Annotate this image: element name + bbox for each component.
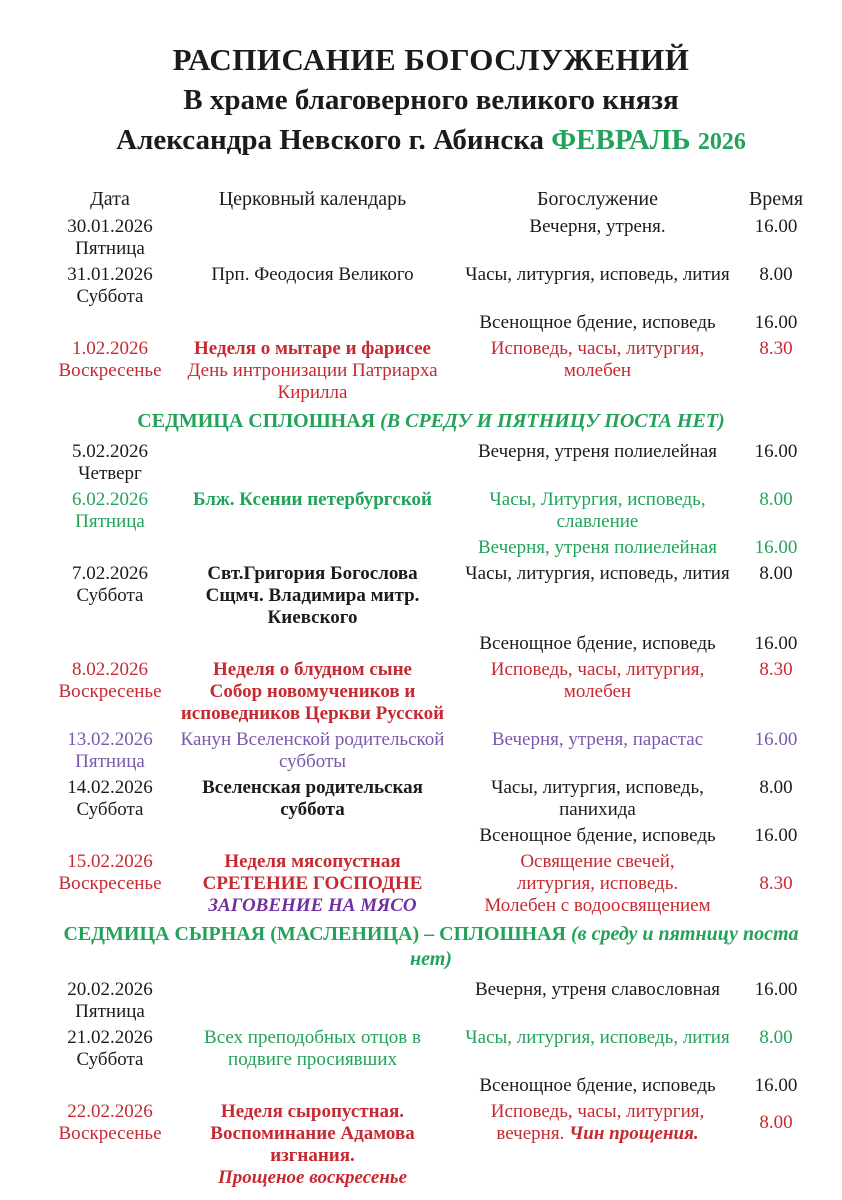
text-segment: Прощеное воскресенье [217,1167,408,1188]
time-cell [740,825,812,847]
text-segment: (В СРЕДУ И ПЯТНИЦУ ПОСТА НЕТ) [380,410,725,432]
calendar-cell [170,851,455,917]
calendar-cell [170,264,455,286]
time-value: 16.00 [754,537,798,558]
text-segment: Вечерня, утреня полиелейная [477,537,718,558]
text-segment: Всенощное бдение, исповедь [479,825,716,846]
column-header-service: Богослужение [537,188,658,210]
text-segment: Суббота [76,799,144,820]
text-line [455,1027,740,1049]
text-line [50,851,170,873]
text-line [170,382,455,404]
text-line [50,1001,170,1023]
title-line-3 [50,120,812,162]
text-line [50,463,170,485]
service-cell [455,563,740,585]
schedule-row [50,777,812,821]
text-line [50,409,812,434]
time-cell [740,563,812,585]
text-line [50,799,170,821]
text-segment: 30.01.2026 [67,216,153,237]
text-line [50,659,170,681]
schedule-row [50,338,812,404]
calendar-cell [170,729,455,773]
service-cell [455,851,740,917]
service-cell [455,1027,740,1049]
schedule-row [50,825,812,847]
service-cell [455,777,740,821]
text-segment: 20.02.2026 [67,979,153,1000]
date-cell [50,441,170,485]
date-cell [50,1027,170,1071]
text-line [455,537,740,559]
text-segment: Вечерня, утреня славословная [474,979,721,1000]
text-line [170,1145,455,1167]
text-segment: (в среду и пятницу поста [571,923,799,945]
text-segment: молебен [563,681,632,702]
schedule-row [50,563,812,629]
text-segment: Освящение свечей, [520,851,675,872]
text-line [455,729,740,751]
text-segment: 6.02.2026 [72,489,148,510]
text-line [50,922,812,947]
text-segment: СЕДМИЦА СЫРНАЯ (МАСЛЕНИЦА) – СПЛОШНАЯ [63,923,571,945]
time-value: 16.00 [754,979,798,1000]
text-line [50,1049,170,1071]
text-line [50,1027,170,1049]
text-segment: суббота [280,799,345,820]
text-segment: Молебен с водоосвящением [484,895,711,916]
service-cell [455,216,740,238]
text-line [50,979,170,1001]
text-line [455,659,740,681]
time-cell [740,633,812,655]
time-value: 8.00 [759,264,793,285]
text-line [170,489,455,511]
text-line [455,851,740,873]
text-line [455,338,740,360]
time-cell [740,312,812,334]
time-value: 8.00 [759,1112,793,1133]
schedule-row [50,312,812,334]
text-line [170,585,455,607]
title-month: ФЕВРАЛЬ [551,124,691,156]
text-segment: подвиге просиявших [228,1049,397,1070]
schedule-row [50,729,812,773]
date-cell [50,979,170,1023]
text-line [50,360,170,382]
date-cell [50,851,170,895]
text-line [50,729,170,751]
text-line [50,873,170,895]
text-segment: Пятница [75,238,145,259]
date-cell [50,659,170,703]
text-segment: Часы, литургия, исповедь, лития [465,264,730,285]
text-line [170,681,455,703]
calendar-cell [170,312,455,313]
text-line [170,1027,455,1049]
calendar-cell [170,825,455,826]
date-cell [50,633,170,634]
text-segment: Исповедь, часы, литургия, [490,338,705,359]
text-segment: Неделя о блудном сыне [213,659,412,680]
text-segment: Пятница [75,1001,145,1022]
text-line [50,238,170,260]
time-cell [740,777,812,799]
time-cell [740,338,812,360]
service-cell [455,979,740,1001]
text-segment: День интронизации Патриарха [187,360,438,381]
date-cell [50,729,170,773]
text-segment: 8.02.2026 [72,659,148,680]
text-segment: Неделя мясопустная [224,851,401,872]
text-segment: Воскресенье [58,1123,162,1144]
text-line [170,607,455,629]
text-segment: 22.02.2026 [67,1101,153,1122]
week-banner [50,409,812,434]
date-cell [50,825,170,826]
date-cell [50,537,170,538]
text-segment: Часы, литургия, исповедь, лития [465,563,730,584]
time-value: 16.00 [754,312,798,333]
text-segment: 7.02.2026 [72,563,148,584]
text-line [455,799,740,821]
text-segment: Пятница [75,751,145,772]
text-line [170,360,455,382]
date-cell [50,264,170,308]
text-line [170,563,455,585]
text-segment: Исповедь, часы, литургия, [490,1101,705,1122]
calendar-cell [170,1075,455,1076]
calendar-cell [170,979,455,980]
text-line [50,511,170,533]
text-line [455,825,740,847]
time-cell [740,441,812,463]
text-line [50,681,170,703]
time-cell [740,264,812,286]
calendar-cell [170,659,455,725]
schedule-row [50,537,812,559]
table-header-row [50,188,812,210]
service-cell [455,825,740,847]
text-segment: Исповедь, часы, литургия, [490,659,705,680]
time-value: 8.00 [759,489,793,510]
service-cell [455,537,740,559]
title-line-2: В храме благоверного великого князя [183,84,679,116]
text-segment: Четверг [78,463,142,484]
text-segment: ЗАГОВЕНИЕ НА МЯСО [208,895,417,916]
text-line [50,1101,170,1123]
text-segment: молебен [563,360,632,381]
schedule-row [50,1075,812,1097]
text-line [50,489,170,511]
text-line [170,799,455,821]
title-line-1: РАСПИСАНИЕ БОГОСЛУЖЕНИЙ [172,42,690,77]
text-line [455,1123,740,1145]
text-segment: 14.02.2026 [67,777,153,798]
text-line [50,563,170,585]
time-cell [740,729,812,751]
text-line [170,264,455,286]
text-segment: 15.02.2026 [67,851,153,872]
date-cell [50,338,170,382]
text-line [455,489,740,511]
date-cell [50,312,170,313]
text-line [50,1123,170,1145]
service-cell [455,489,740,533]
time-value: 16.00 [754,441,798,462]
text-segment: Всенощное бдение, исповедь [479,633,716,654]
service-cell [455,659,740,703]
text-segment: Всех преподобных отцов в [204,1027,421,1048]
text-segment: Воскресенье [58,681,162,702]
text-segment: вечерня. [496,1123,570,1144]
schedule-row [50,1027,812,1071]
text-segment: Часы, литургия, исповедь, [491,777,704,798]
text-segment: 1.02.2026 [72,338,148,359]
service-cell [455,312,740,334]
text-segment: Всенощное бдение, исповедь [479,312,716,333]
time-value: 16.00 [754,216,798,237]
text-line [50,585,170,607]
text-segment: Свт.Григория Богослова [207,563,418,584]
schedule-row [50,489,812,533]
calendar-cell [170,489,455,511]
text-line [170,851,455,873]
service-cell [455,264,740,286]
text-segment: Собор новомучеников и [209,681,416,702]
calendar-cell [170,1027,455,1071]
text-segment: изгнания. [270,1145,355,1166]
text-segment: славление [556,511,639,532]
text-segment: Суббота [76,286,144,307]
column-header-calendar: Церковный календарь [218,188,407,210]
text-segment: Пятница [75,511,145,532]
text-segment: Кирилла [277,382,348,403]
text-line [170,659,455,681]
time-value: 16.00 [754,633,798,654]
time-cell [740,1101,812,1145]
text-line [455,360,740,382]
text-line [170,703,455,725]
text-segment: Вечерня, утреня. [529,216,666,237]
text-line [170,777,455,799]
time-value: 8.00 [759,1027,793,1048]
date-cell [50,1101,170,1145]
title-church-city: Александра Невского г. Абинска [116,124,544,156]
calendar-cell [170,777,455,821]
text-segment: Чин прощения. [569,1123,699,1144]
calendar-cell [170,537,455,538]
service-cell [455,441,740,463]
text-segment: СРЕТЕНИЕ ГОСПОДНЕ [202,873,423,894]
calendar-cell [170,441,455,442]
text-segment: Неделя о мытаре и фарисее [194,338,431,359]
text-segment: Канун Вселенской родительской [180,729,445,750]
text-segment: нет) [410,948,452,970]
page-title [50,40,812,162]
calendar-cell [170,216,455,217]
schedule-row [50,633,812,655]
text-segment: Воспоминание Адамова [210,1123,415,1144]
time-cell [740,537,812,559]
text-line [455,216,740,238]
schedule-row [50,979,812,1023]
text-segment: литургия, исповедь. [516,873,679,894]
text-line [455,1075,740,1097]
time-cell [740,1027,812,1049]
time-value: 8.00 [759,777,793,798]
time-cell [740,216,812,238]
text-segment: Часы, Литургия, исповедь, [489,489,706,510]
date-cell [50,1075,170,1076]
service-cell [455,1101,740,1145]
text-line [455,511,740,533]
text-segment: Вечерня, утреня, парастас [491,729,704,750]
calendar-cell [170,338,455,404]
calendar-cell [170,633,455,634]
schedule-row [50,441,812,485]
text-line [455,563,740,585]
text-line [455,979,740,1001]
time-value: 8.30 [759,873,793,894]
schedule-row [50,264,812,308]
text-segment: панихида [559,799,636,820]
date-cell [50,216,170,260]
text-segment: Прп. Феодосия Великого [211,264,414,285]
schedule-row [50,216,812,260]
time-cell [740,851,812,917]
text-segment: субботы [278,751,347,772]
text-line [50,751,170,773]
text-segment: Блж. Ксении петербургской [192,489,432,510]
date-cell [50,777,170,821]
text-line [50,777,170,799]
text-segment: Киевского [267,607,358,628]
text-segment: Воскресенье [58,360,162,381]
text-segment: Вечерня, утреня полиелейная [477,441,718,462]
text-line [455,441,740,463]
text-line [170,729,455,751]
schedule-row [50,851,812,917]
time-value: 16.00 [754,1075,798,1096]
date-cell [50,563,170,607]
calendar-cell [170,1101,455,1189]
text-line [170,873,455,895]
text-segment: 31.01.2026 [67,264,153,285]
text-line [455,681,740,703]
schedule-table [50,188,812,1189]
text-line [50,441,170,463]
calendar-cell [170,563,455,629]
text-segment: 21.02.2026 [67,1027,153,1048]
text-segment: Суббота [76,585,144,606]
time-value: 8.30 [759,338,793,359]
text-line [50,216,170,238]
date-cell [50,489,170,533]
schedule-row [50,1101,812,1189]
text-line [170,751,455,773]
text-line [455,1101,740,1123]
column-header-date: Дата [90,188,130,210]
text-line [170,1101,455,1123]
text-segment: Сщмч. Владимира митр. [205,585,420,606]
text-segment: Всенощное бдение, исповедь [479,1075,716,1096]
time-value: 8.00 [759,563,793,584]
text-segment: исповедников Церкви Русской [180,703,445,724]
service-cell [455,729,740,751]
text-line [455,895,740,917]
time-cell [740,659,812,681]
schedule-row [50,659,812,725]
text-line [455,873,740,895]
text-segment: Воскресенье [58,873,162,894]
column-header-time: Время [748,188,804,210]
time-cell [740,1075,812,1097]
text-line [170,1123,455,1145]
text-segment: Часы, литургия, исповедь, лития [465,1027,730,1048]
service-cell [455,633,740,655]
time-cell [740,489,812,511]
text-line [170,338,455,360]
service-cell [455,338,740,382]
text-line [455,312,740,334]
text-segment: 5.02.2026 [72,441,148,462]
text-segment: Вселенская родительская [202,777,423,798]
text-line [455,264,740,286]
time-value: 16.00 [754,825,798,846]
text-line [50,264,170,286]
text-segment: СЕДМИЦА СПЛОШНАЯ [137,410,381,432]
text-line [170,1167,455,1189]
time-value: 16.00 [754,729,798,750]
time-cell [740,979,812,1001]
text-segment: Неделя сыропустная. [220,1101,405,1122]
text-segment: Суббота [76,1049,144,1070]
time-value: 8.30 [759,659,793,680]
text-line [50,338,170,360]
text-line [170,1049,455,1071]
text-line [50,947,812,972]
service-cell [455,1075,740,1097]
text-line [455,777,740,799]
text-line [170,895,455,917]
text-line [455,633,740,655]
week-banner [50,922,812,972]
title-year: 2026 [697,129,746,155]
text-line [50,286,170,308]
text-segment: 13.02.2026 [67,729,153,750]
